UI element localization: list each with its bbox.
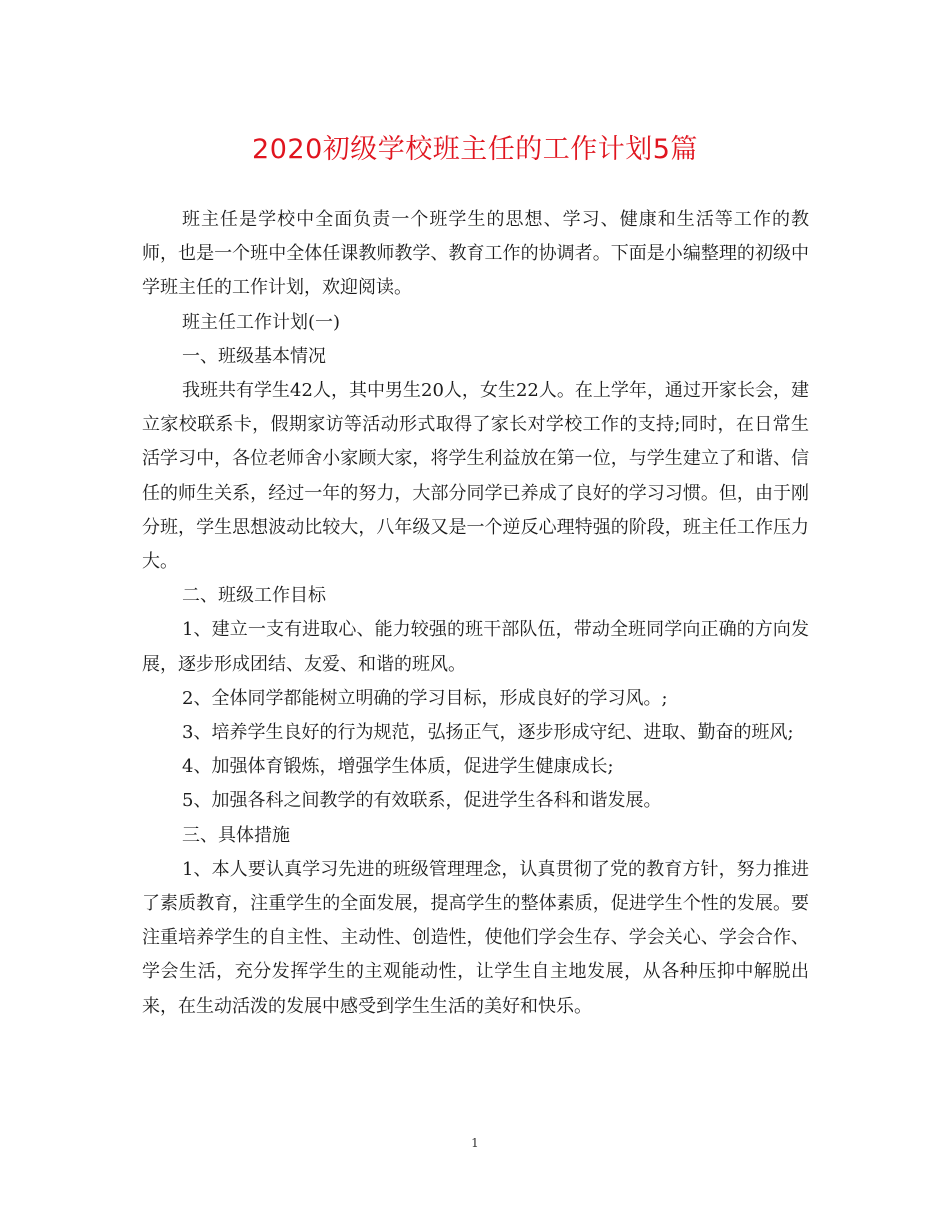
document-body — [142, 203, 809, 1024]
goal-item-2: 2、全体同学都能树立明确的学习目标，形成良好的学习风。; — [182, 687, 668, 709]
class-situation-paragraph: 我班共有学生42人，其中男生20人，女生22人。在上学年，通过开家长会，建立家校联系卡，假期家访等活动形式取得了家长对学校工作的支持;同时，在日常生活学习中，各位老师舍小家顾大家，将学生利益放在第一位，与学生建立了和谐、信任的师生关系，经过一年的努力，大部分同学已养成了良好的学习习惯。但，由于刚分班，学生思想波动比较大，八年级又是一个逆反心理特强的阶段，班主任工作压力大。 — [142, 380, 809, 573]
intro-paragraph: 班主任是学校中全面负责一个班学生的思想、学习、健康和生活等工作的教师，也是一个班中全体任课教师教学、教育工作的协调者。下面是小编整理的初级中学班主任的工作计划，欢迎阅读。 — [142, 209, 809, 299]
goal-item-5: 5、加强各科之间教学的有效联系，促进学生各科和谐发展。 — [182, 790, 662, 812]
page-number: 1 — [471, 1136, 479, 1150]
goal-item-3: 3、培养学生良好的行为规范，弘扬正气，逐步形成守纪、进取、勤奋的班风; — [182, 722, 794, 744]
goal-item-4: 4、加强体育锻炼，增强学生体质，促进学生健康成长; — [182, 756, 614, 778]
document-title: 2020初级学校班主任的工作计划5篇 — [252, 134, 698, 165]
goal-item-1: 1、建立一支有进取心、能力较强的班干部队伍，带动全班同学向正确的方向发展，逐步形成团结、友爱、和谐的班风。 — [142, 619, 809, 675]
section-heading-1: 一、班级基本情况 — [182, 345, 326, 367]
plan-heading: 班主任工作计划(一) — [182, 311, 341, 333]
section-heading-3: 三、具体措施 — [182, 824, 290, 846]
section-heading-2: 二、班级工作目标 — [182, 585, 326, 607]
measure-item-1: 1、本人要认真学习先进的班级管理理念，认真贯彻了党的教育方针，努力推进了素质教育，注重学生的全面发展，提高学生的整体素质，促进学生个性的发展。要注重培养学生的自主性、主动性、创造性，使他们学会生存、学会关心、学会合作、学会生活，充分发挥学生的主观能动性，让学生自主地发展，从各种压抑中解脱出来，在生动活泼的发展中感受到学生生活的美好和快乐。 — [142, 858, 809, 1017]
